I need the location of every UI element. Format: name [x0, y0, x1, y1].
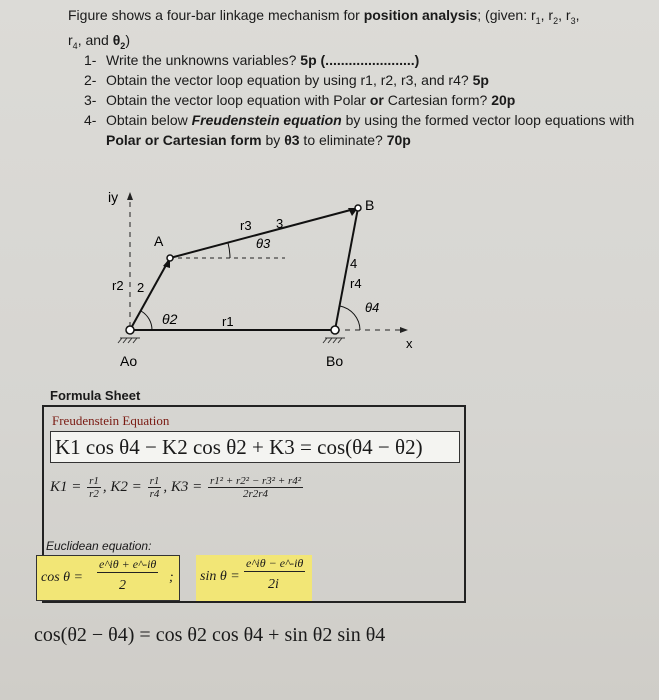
cos-numerator: e^iθ + e^-iθ: [99, 557, 157, 571]
freudenstein-equation: K1 cos θ4 − K2 cos θ2 + K3 = cos(θ4 − θ2): [50, 431, 460, 463]
ground-hatch-Bo: [323, 338, 345, 343]
linkage-figure: [80, 180, 440, 380]
label-Bo: Bo: [326, 353, 344, 369]
item-number: 1-: [84, 52, 97, 68]
k-definitions: K1 = $\frac{r1}{r2}$ , K2 = $\frac{r1}{r4}$ , K3 = $\frac{\text{r1² + r2² − r3² + r4²}}{2r2r4}$: [50, 475, 302, 500]
item-text: Obtain the vector loop equation by using r1, r2, r3, and r4?: [106, 72, 473, 88]
label-r4: r4: [350, 276, 362, 291]
sin-numerator: e^iθ − e^-iθ: [246, 556, 304, 570]
x-axis-arrow: [400, 327, 408, 333]
header-text: Figure shows a four-bar linkage mechanism for: [68, 7, 364, 23]
k2-num: r1: [149, 475, 160, 487]
question-item-4: [84, 110, 644, 150]
item-bold-form: Polar or Cartesian form: [106, 132, 262, 148]
question-item-2: [84, 70, 644, 90]
item-points: 5p: [472, 72, 489, 88]
label-4: 4: [350, 256, 358, 271]
cos-denominator: 2: [119, 578, 126, 593]
label-theta3: θ3: [256, 236, 271, 251]
item-points: 70p: [386, 132, 411, 148]
header-sub-4: 4: [72, 40, 78, 51]
header-theta: θ: [112, 31, 121, 48]
header-sub-theta: 2: [120, 40, 126, 51]
formula-box: [42, 405, 466, 603]
sin-definition-box: [196, 555, 312, 601]
item-text: Write the unknowns variables?: [106, 52, 301, 68]
item-number: 4-: [84, 112, 97, 128]
header-text-e: , r: [540, 7, 554, 23]
question-header: [68, 6, 648, 56]
item-points: 20p: [491, 92, 516, 108]
cos-definition-box: [36, 555, 180, 601]
trig-identity-equation: cos(θ2 − θ4) = cos θ2 cos θ4 + sin θ2 sin θ4: [34, 624, 386, 646]
k3-den: 2r2r4: [243, 488, 269, 500]
label-3: 3: [276, 216, 284, 231]
k1-label: K1 =: [50, 478, 82, 495]
item-bold-or: or: [369, 92, 384, 108]
header-sub-2: 2: [553, 15, 559, 26]
k2-label: K2 =: [110, 478, 142, 495]
header-bold: position analysis: [363, 7, 478, 23]
item-number: 3-: [84, 92, 97, 108]
sin-lhs: sin θ =: [200, 569, 240, 584]
theta2-arc: [141, 311, 152, 330]
header-text-g: , r: [558, 7, 571, 23]
k1-fraction: [87, 475, 101, 500]
label-A: A: [154, 233, 164, 249]
k3-num: r1² + r2² − r3² + r4²: [209, 475, 302, 487]
question-list: [84, 50, 644, 150]
label-r2: r2: [112, 278, 124, 293]
k3-fraction: [208, 475, 303, 500]
item-text-4: to eliminate?: [299, 132, 387, 148]
formula-sheet-title: Formula Sheet: [50, 388, 141, 403]
item-text-3: by: [261, 132, 285, 148]
label-r3: r3: [240, 218, 252, 233]
joint-A: [167, 255, 173, 261]
label-B: B: [365, 197, 375, 213]
item-text: Obtain below: [106, 112, 192, 128]
cos-separator: ;: [169, 570, 174, 585]
iy-label: iy: [108, 189, 119, 205]
k1-den: r2: [89, 488, 99, 500]
label-theta2: θ2: [162, 311, 178, 327]
item-text: Obtain the vector loop equation with Polar: [106, 92, 370, 108]
sin-denominator: 2i: [268, 577, 279, 592]
theta3-arc: [228, 243, 230, 258]
euclidean-title: Euclidean equation:: [46, 539, 152, 553]
item-number: 2-: [84, 72, 97, 88]
question-item-1: [84, 50, 644, 70]
label-Ao: Ao: [120, 353, 138, 369]
header-text-c: ; (given: r: [477, 7, 536, 23]
header-text-r4: r: [68, 31, 73, 48]
header-sub-3: 3: [570, 15, 576, 26]
freudenstein-title: Freudenstein Equation: [52, 413, 170, 428]
header-sub-1: 1: [535, 15, 541, 26]
theta4-arc: [340, 306, 360, 330]
item-points: 5p (.......................): [300, 52, 420, 68]
k2-fraction: [148, 475, 162, 500]
joint-B: [355, 205, 361, 211]
y-axis-arrow: [127, 192, 133, 200]
item-text-2: Cartesian form?: [383, 92, 492, 108]
ground-hatch-Ao: [118, 338, 140, 343]
k3-label: K3 =: [170, 478, 203, 495]
k1-num: r1: [89, 475, 99, 487]
cos-lhs: cos θ =: [41, 570, 83, 585]
label-r1: r1: [222, 314, 234, 329]
ground-pivot-Bo: [331, 326, 339, 334]
item-bold-italic: Freudenstein equation: [191, 112, 342, 128]
label-theta4: θ4: [365, 300, 380, 315]
k2-den: r4: [149, 488, 160, 500]
question-item-3: [84, 90, 644, 110]
item-text-2: by using the formed vector loop equations with: [341, 112, 635, 128]
x-label: x: [406, 336, 413, 351]
header-text-i: ,: [575, 7, 580, 23]
item-theta3: θ3: [284, 132, 300, 148]
header-close: ): [125, 31, 130, 48]
label-2: 2: [137, 280, 145, 295]
ground-pivot-Ao: [126, 326, 134, 334]
header-text-and: , and: [77, 31, 113, 48]
